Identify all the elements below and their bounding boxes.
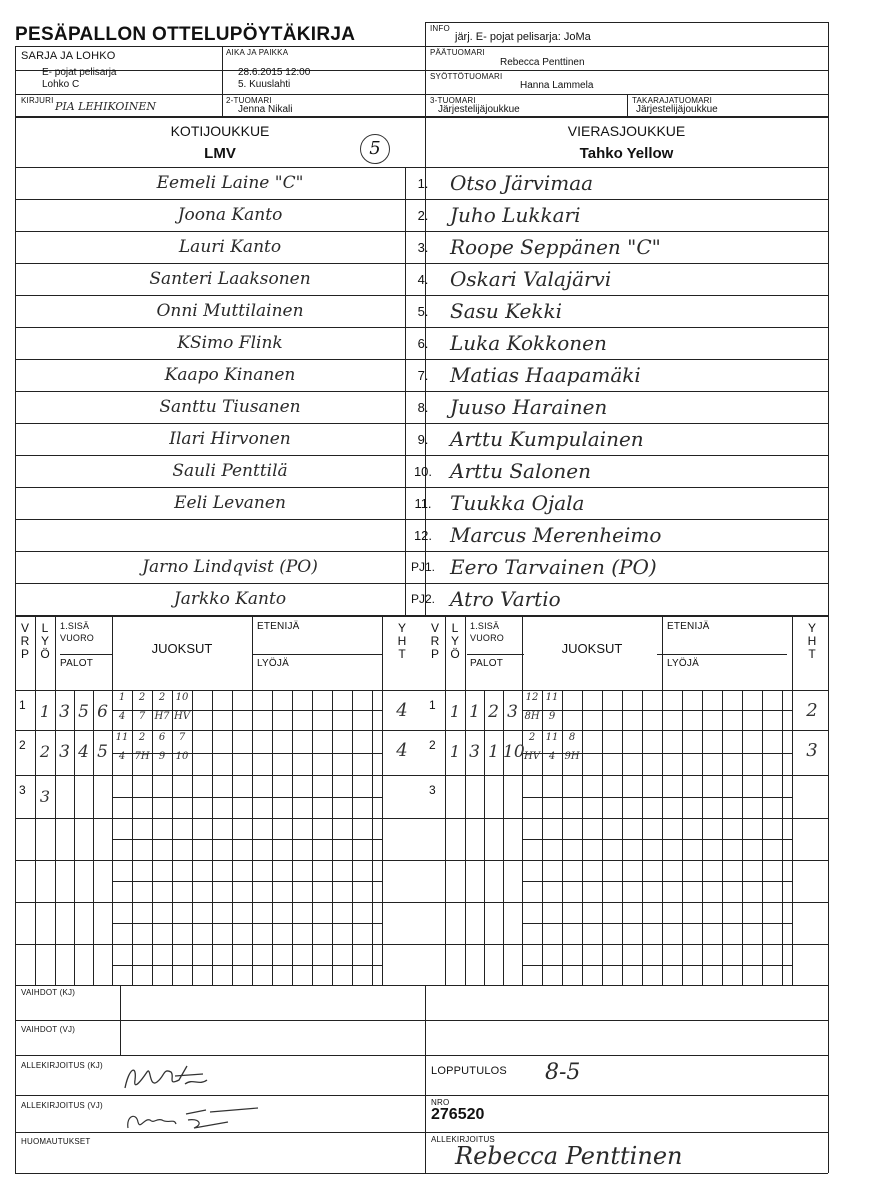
left-header-palot: PALOT <box>60 658 94 669</box>
palot-cell: 3 <box>469 742 480 762</box>
run-cell-bottom: 4 <box>118 711 126 722</box>
tuomari2-label: 2-TUOMARI <box>226 96 272 105</box>
inning-number: 2 <box>429 738 436 752</box>
inning-total: 3 <box>806 740 818 761</box>
kirjuri-value: PIA LEHIKOINEN <box>55 100 157 113</box>
huomautukset-label: HUOMAUTUKSET <box>21 1137 91 1146</box>
home-team-name: LMV <box>204 145 236 162</box>
palot-cell: 10 <box>503 742 525 762</box>
inning-number: 1 <box>19 698 26 712</box>
run-cell-top: 10 <box>175 692 189 703</box>
run-cell-top: 11 <box>115 732 129 743</box>
right-header-palot: PALOT <box>470 658 504 669</box>
run-cell-top: 1 <box>118 692 126 703</box>
run-cell-top: 2 <box>138 692 146 703</box>
away-player: Roope Seppänen "C" <box>450 235 661 259</box>
away-player: Oskari Valajärvi <box>450 267 612 291</box>
away-player: Arttu Salonen <box>450 459 591 483</box>
run-cell-bottom: 4 <box>118 751 126 762</box>
away-player: Matias Haapamäki <box>450 363 641 387</box>
takarajatuomari-label: TAKARAJATUOMARI <box>632 96 713 105</box>
home-player: Onni Muttilainen <box>156 301 304 321</box>
sarja-value-2: Lohko C <box>42 79 80 90</box>
right-header-lyo: L Y Ö <box>450 621 460 661</box>
palot-cell: 4 <box>78 742 89 762</box>
signature-kj <box>115 1058 215 1098</box>
run-cell-top: 2 <box>158 692 166 703</box>
away-player: Tuukka Ojala <box>450 491 585 515</box>
palot-cell: 6 <box>97 702 108 722</box>
paatuomari-value: Rebecca Penttinen <box>500 57 585 68</box>
sarja-value-1: E- pojat pelisarja <box>42 67 117 78</box>
home-player: Joona Kanto <box>177 205 283 225</box>
vaihdot-vj-label: VAIHDOT (VJ) <box>21 1025 76 1034</box>
run-cell-top: 2 <box>528 732 536 743</box>
palot-cell: 3 <box>59 742 70 762</box>
inning-number: 3 <box>429 783 436 797</box>
run-cell-bottom: 7H <box>134 751 150 762</box>
away-player: Marcus Merenheimo <box>450 523 662 547</box>
left-header-lyo: L Y Ö <box>40 621 50 661</box>
row-number: 5. <box>417 304 429 319</box>
away-player: Luka Kokkonen <box>450 331 607 355</box>
away-team-name: Tahko Yellow <box>579 145 674 162</box>
run-cell-top: 12 <box>525 692 539 703</box>
home-player: Lauri Kanto <box>178 237 282 257</box>
home-coach: Jarkko Kanto <box>173 589 287 609</box>
away-team-header: VIERASJOUKKUE <box>567 123 686 139</box>
palot-cell: 2 <box>488 702 499 722</box>
allekirjoitus-vj-label: ALLEKIRJOITUS (VJ) <box>21 1101 103 1110</box>
referee-signature: Rebecca Penttinen <box>455 1142 683 1170</box>
left-header-sisa: 1.SISÄ VUORO <box>60 621 95 643</box>
away-player: Juho Lukkari <box>450 203 581 227</box>
away-player: Juuso Harainen <box>450 395 608 419</box>
run-cell-bottom: 8H <box>524 711 540 722</box>
home-player: KSimo Flink <box>177 333 283 353</box>
left-header-juoksut: JUOKSUT <box>151 641 213 656</box>
takarajatuomari-value: Järjestelijäjoukkue <box>636 104 718 115</box>
run-cell-bottom: HV <box>174 711 190 722</box>
away-player: Sasu Kekki <box>450 299 563 323</box>
run-cell-top: 7 <box>178 732 186 743</box>
away-player: Arttu Kumpulainen <box>450 427 644 451</box>
palot-cell: 3 <box>59 702 70 722</box>
away-coach: Atro Vartio <box>450 587 561 611</box>
right-header-lyoja: LYÖJÄ <box>667 658 699 669</box>
left-header-yht: Y H T <box>397 621 407 661</box>
run-cell-bottom: 9 <box>548 711 556 722</box>
tuomari2-value: Jenna Nikali <box>238 104 293 115</box>
allekirjoitus-label: ALLEKIRJOITUS <box>431 1135 495 1144</box>
run-cell-bottom: 9 <box>158 751 166 762</box>
right-header-sisa: 1.SISÄ VUORO <box>470 621 505 643</box>
row-number: 1. <box>417 176 429 191</box>
nro-value: 276520 <box>431 1106 485 1123</box>
inning-total: 2 <box>806 700 818 721</box>
right-header-vrp: V R P <box>430 621 440 661</box>
home-player: Kaapo Kinanen <box>164 365 296 385</box>
nro-label: NRO <box>431 1098 450 1107</box>
inning-number: 3 <box>19 783 26 797</box>
kirjuri-label: KIRJURI <box>21 96 54 105</box>
home-player: Eeli Levanen <box>174 493 286 513</box>
tuomari3-label: 3-TUOMARI <box>430 96 476 105</box>
palot-cell: 3 <box>507 702 518 722</box>
aika-value-2: 5. Kuuslahti <box>238 79 291 90</box>
palot-cell: 1 <box>469 702 480 722</box>
info-label: INFO <box>430 24 450 33</box>
row-number: 2. <box>417 208 429 223</box>
home-circled-number: 5 <box>360 134 390 164</box>
sarja-label: SARJA JA LOHKO <box>21 50 116 62</box>
aika-label: AIKA JA PAIKKA <box>226 48 289 57</box>
row-number: 11. <box>414 496 432 511</box>
allekirjoitus-kj-label: ALLEKIRJOITUS (KJ) <box>21 1061 103 1070</box>
inning-total: 4 <box>396 740 408 761</box>
home-player: Sauli Penttilä <box>172 461 288 481</box>
run-cell-bottom: 4 <box>548 751 556 762</box>
away-coach: Eero Tarvainen (PO) <box>450 555 657 579</box>
left-header-lyoja: LYÖJÄ <box>257 658 289 669</box>
home-player: Santtu Tiusanen <box>159 397 301 417</box>
inning-lyo: 1 <box>39 702 51 721</box>
inning-lyo: 2 <box>39 742 51 761</box>
row-number: 4. <box>417 272 429 287</box>
row-number: 6. <box>417 336 429 351</box>
home-player: Eemeli Laine "C" <box>156 173 304 193</box>
inning-lyo: 1 <box>449 702 461 721</box>
row-number: 8. <box>417 400 429 415</box>
coach-number: PJ2. <box>410 592 435 606</box>
lopputulos-label: LOPPUTULOS <box>431 1065 507 1077</box>
inning-total: 4 <box>396 700 408 721</box>
row-number: 9. <box>417 432 429 447</box>
left-header-vrp: V R P <box>20 621 30 661</box>
row-number: 10. <box>413 464 433 479</box>
home-player: Ilari Hirvonen <box>169 429 291 449</box>
left-header-etenija: ETENIJÄ <box>257 621 300 632</box>
lopputulos-value: 8-5 <box>545 1060 581 1085</box>
run-cell-bottom: H7 <box>154 711 170 722</box>
home-coach: Jarno Lindqvist (PO) <box>142 557 318 577</box>
palot-cell: 1 <box>488 742 499 762</box>
run-cell-bottom: 9H <box>564 751 580 762</box>
run-cell-bottom: 10 <box>175 751 189 762</box>
run-cell-top: 6 <box>158 732 166 743</box>
form-title: PESÄPALLON OTTELUPÖYTÄKIRJA <box>15 24 356 45</box>
away-player: Otso Järvimaa <box>450 171 594 195</box>
aika-value-1: 28.6.2015 12:00 <box>238 67 311 78</box>
run-cell-top: 2 <box>138 732 146 743</box>
right-header-juoksut: JUOKSUT <box>561 641 623 656</box>
signature-vj <box>118 1098 268 1136</box>
row-number: 12. <box>413 528 433 543</box>
vaihdot-kj-label: VAIHDOT (KJ) <box>21 988 76 997</box>
row-number: 7. <box>417 368 429 383</box>
palot-cell: 5 <box>78 702 89 722</box>
inning-number: 1 <box>429 698 436 712</box>
inning-lyo: 3 <box>39 787 51 806</box>
tuomari3-value: Järjestelijäjoukkue <box>438 104 520 115</box>
info-value: järj. E- pojat pelisarja: JoMa <box>455 31 591 43</box>
inning-lyo: 1 <box>449 742 461 761</box>
run-cell-bottom: HV <box>524 751 540 762</box>
syottotuomari-label: SYÖTTÖTUOMARI <box>430 72 503 81</box>
paatuomari-label: PÄÄTUOMARI <box>430 48 485 57</box>
coach-number: PJ1. <box>410 560 435 574</box>
right-header-yht: Y H T <box>807 621 817 661</box>
run-cell-top: 11 <box>545 732 559 743</box>
home-team-header: KOTIJOUKKUE <box>170 123 270 139</box>
run-cell-bottom: 7 <box>138 711 146 722</box>
row-number: 3. <box>417 240 429 255</box>
palot-cell: 5 <box>97 742 108 762</box>
syottotuomari-value: Hanna Lammela <box>520 80 594 91</box>
inning-number: 2 <box>19 738 26 752</box>
right-header-etenija: ETENIJÄ <box>667 621 710 632</box>
home-player: Santeri Laaksonen <box>149 269 311 289</box>
run-cell-top: 8 <box>568 732 576 743</box>
run-cell-top: 11 <box>545 692 559 703</box>
